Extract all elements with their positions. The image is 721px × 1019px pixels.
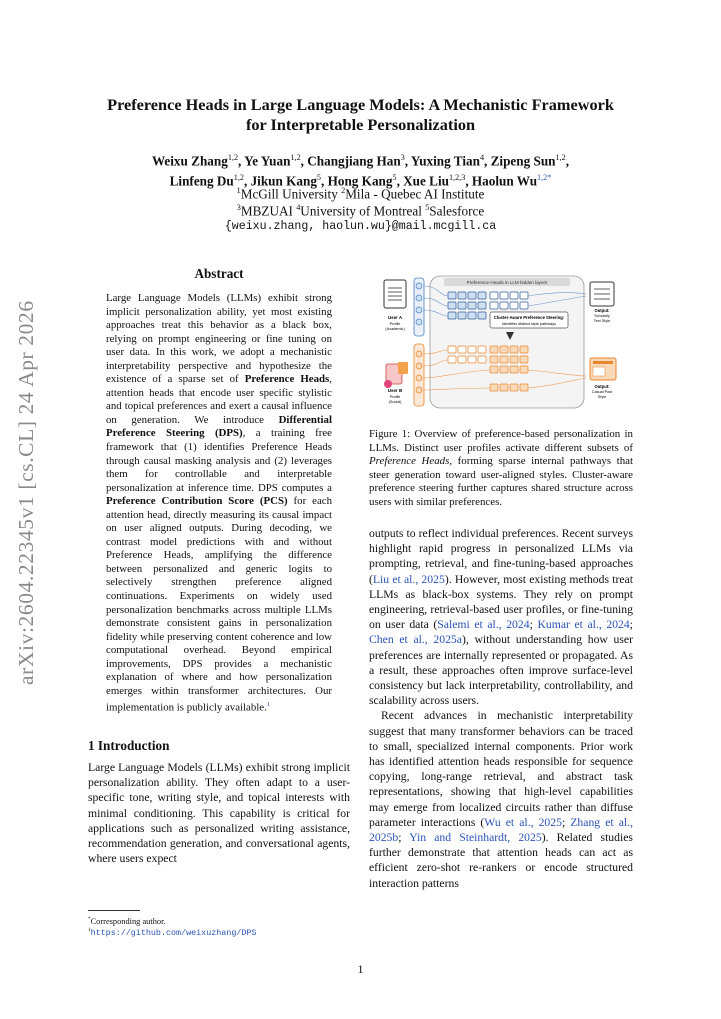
- author-name: Changjiang Han: [307, 153, 401, 169]
- citation-link[interactable]: Chen et al., 2025a: [369, 633, 462, 647]
- user-a-label: User A: [387, 315, 403, 320]
- footnote-text: Corresponding author.: [90, 916, 166, 926]
- author-line-2: Linfeng Du$^{1,2}$, Jikun Kang$^5$, Hong Kang$^5$, Xue Liu$^{1,2,3}$, Haolun $Wu^{1,2*}$: [169, 172, 552, 189]
- paragraph: [369, 708, 633, 890]
- author-name: Jikun Kang: [250, 173, 317, 189]
- citation-link[interactable]: Zhang et al., 2025b: [369, 815, 634, 845]
- abstract-bold: Preference Contribution Score (PCS): [106, 495, 288, 508]
- footnote-url: [88, 925, 350, 939]
- citation-link[interactable]: Liu et al., 2025: [372, 572, 445, 586]
- citation-link[interactable]: Wu et al., 2025: [484, 815, 562, 829]
- affiliation-line-2: [70, 200, 651, 220]
- caption-italic: Preference Heads: [369, 455, 450, 468]
- arxiv-stamp: arXiv:2604.22345v1 [cs.CL] 24 Apr 2026: [14, 300, 38, 685]
- output-a-sub: Scholarly: [594, 314, 610, 318]
- abstract-text: Large Language Models (LLMs) exhibit strong implicit personalization ability, yet most existing approaches treat this behavior as a black box, relying on prompt engineering or fine tuning on user data. In this work, we adopt a mechanistic interpretability perspective and hypothesize the existence of a sparse set of: [106, 292, 332, 386]
- author-sup: 1,2: [233, 172, 244, 182]
- intro-text: Large Language Models (LLMs) exhibit strong implicit personalization ability. They often adapt to a user-specific tone, writing style, and topical interests with minimal conditioning. This capability is critical for applications such as personalized writing assistance, recommendation generation, and conversational agents, where users expect: [88, 761, 350, 866]
- output-b-sub: Casual Post: [591, 390, 613, 394]
- footnote-rule: [88, 910, 140, 911]
- abstract-text: , attention heads that encode user specific stylistic and topical preferences and exert a causal influence on generation. We introduce: [106, 373, 332, 426]
- author-sup: 1,2,3: [448, 172, 466, 182]
- author-sup: 5: [316, 172, 322, 182]
- abstract-text: , a training free framework that (1) identifies Preference Heads through causal masking analysis and (2) leverages them for controllable and interpretable personalization at inference time. DPS computes a: [106, 427, 332, 494]
- citation-link[interactable]: Kumar et al., 2024: [537, 618, 630, 632]
- output-b: [590, 358, 616, 399]
- abstract-bold: Differential Preference Steering (DPS): [106, 413, 332, 440]
- aff-text: McGill University: [240, 186, 342, 202]
- aff-sup: 5: [425, 203, 430, 212]
- cluster-sub: Identifies distinct style pathways: [501, 322, 557, 326]
- author-sup: 1,2: [555, 153, 566, 162]
- author-name: Yuxing Tian: [410, 153, 480, 169]
- cluster-title: Cluster-Aware Preference Steering:: [493, 315, 565, 320]
- aff-sup: 3: [236, 203, 241, 212]
- output-a: [590, 282, 614, 323]
- body-text: ;: [629, 618, 633, 632]
- author-name: Xue Liu: [403, 173, 449, 189]
- author-name: Hong Kang: [327, 173, 393, 189]
- body-text: ). However, most existing methods treat LLMs as black-box systems. They rely on prompt engineering, retrieval-based user profiles, or fine-tuning on user data (: [369, 572, 633, 632]
- body-text: ;: [398, 831, 410, 845]
- aff-sup: 1: [236, 186, 241, 195]
- figure-caption: [369, 428, 633, 510]
- body-text: Recent advances in mechanistic interpretability suggest that many transformer behaviors can be traced to small, specialized internal components. Prior work has identified attention heads responsible for sequence copying, long-range retrieval, and abstract task representations, showing that high-level capabilities may emerge from localized circuits rather than diffuse parameter interactions (: [369, 709, 633, 829]
- section-heading: 1 Introduction: [88, 738, 170, 753]
- right-column-text: [369, 526, 633, 891]
- user-b-profile: [384, 362, 408, 404]
- caption-text: , forming sparse internal pathways that steer generation toward user-aligned styles. Cluster-aware preference steering further captures shared structure across users with similar preferences.: [369, 455, 633, 508]
- title-line-1: Preference Heads in Large Language Models: A Mechanistic Framework: [107, 95, 614, 114]
- abstract-text: for each attention head, directly measuring its causal impact on user aligned outputs. During decoding, we contrast model predictions with and without Preference Heads, amplifying the difference between personalized and generic logits to selectively strengthen preference aligned continuations. Experiments on widely used personalization benchmarks across multiple LLMs demonstrate consistent gains in personalization fidelity while preserving content coherence and low computational overhead. Beyond empirical improvements, DPS provides a mechanistic explanation of where and how personalization emerges within transformer architectures. Our implementation is publicly available.: [106, 495, 332, 715]
- author-sup: 5: [392, 172, 397, 182]
- body-text: outputs to reflect individual preferences. Recent surveys highlight rapid progress in personalized LLMs via prompting, retrieval, and fine-tuning-based approaches (: [369, 527, 633, 586]
- author-name: Zipeng Sun: [490, 153, 556, 169]
- user-b-label: User B: [387, 388, 403, 393]
- output-b-sub: Style: [597, 395, 607, 399]
- figure-header: Preference Heads in LLM hidden layers: [466, 280, 548, 285]
- caption-text: Figure 1: Overview of preference-based personalization in LLMs. Distinct user profiles activate different subsets of: [369, 428, 633, 454]
- aff-text: University of Montreal: [300, 203, 426, 219]
- abstract-body: [106, 292, 332, 716]
- body-text: ;: [561, 815, 571, 829]
- citation-link[interactable]: Salemi et al., 2024: [437, 618, 530, 632]
- user-a-profile: [384, 280, 406, 331]
- abstract-heading: Abstract: [194, 266, 244, 281]
- body-text: ), without understanding how user preferences are internally represented or propagated. As a result, these approaches often improve surface-level consistency but lack interpretability, controllability, and scalability across users.: [369, 633, 633, 708]
- author-sup: 3: [400, 153, 405, 162]
- page-number: 1: [357, 962, 364, 976]
- output-b-label: Output:: [594, 384, 610, 389]
- footnote-mark: *: [88, 916, 91, 922]
- author-sup: 4: [479, 153, 485, 162]
- body-text: ). Related studies further demonstrate that attention heads can act as efficient zero-shot re-rankers or encode structured interaction patterns: [369, 831, 633, 890]
- author-name: Weixu Zhang: [151, 153, 228, 169]
- citation-link[interactable]: Yin and Steinhardt, 2025: [409, 831, 542, 845]
- author-sup: 1,2: [290, 153, 301, 162]
- aff-sup: 2: [341, 186, 346, 195]
- user-b-sub: Profile: [389, 395, 401, 399]
- user-b-sub: (Social): [388, 400, 402, 404]
- body-text: ;: [529, 618, 538, 632]
- paper-title: [70, 95, 651, 135]
- email: {weixu.zhang, haolun.wu}@mail.mcgill.ca: [224, 220, 497, 233]
- user-a-sub: (Academic): [385, 327, 405, 331]
- aff-text: Salesforce: [429, 203, 485, 219]
- aff-sup: 4: [296, 203, 301, 212]
- title-line-2: for Interpretable Personalization: [245, 115, 476, 134]
- author-line-1: Weixu Zhang$^{1,2}$, Ye Yuan$^{1,2}$, Changjiang Han$^3$, Yuxing Tian$^4$, Zipeng Sun$^{1,2}$,: [151, 153, 570, 169]
- author-name: Ye Yuan: [244, 153, 291, 169]
- user-a-sub: Profile: [389, 322, 401, 326]
- output-a-label: Output:: [594, 308, 610, 313]
- figure-1: [378, 272, 630, 412]
- footnote-ref[interactable]: 1: [266, 701, 271, 709]
- abstract-bold: Preference Heads: [244, 373, 330, 386]
- output-a-sub: Text Style: [593, 319, 611, 323]
- author-sup: 1,2*: [537, 172, 552, 182]
- author-sup: 1,2: [227, 153, 239, 162]
- aff-text: MBZUAI: [240, 203, 297, 219]
- author-name: Haolun Wu: [471, 173, 538, 189]
- author-name: Linfeng Du: [169, 173, 234, 189]
- paragraph: [369, 526, 633, 708]
- footnote-mark: 1: [88, 927, 91, 933]
- footnote-link[interactable]: https://github.com/weixuzhang/DPS: [90, 927, 257, 938]
- aff-text: Mila - Quebec AI Institute: [345, 186, 485, 202]
